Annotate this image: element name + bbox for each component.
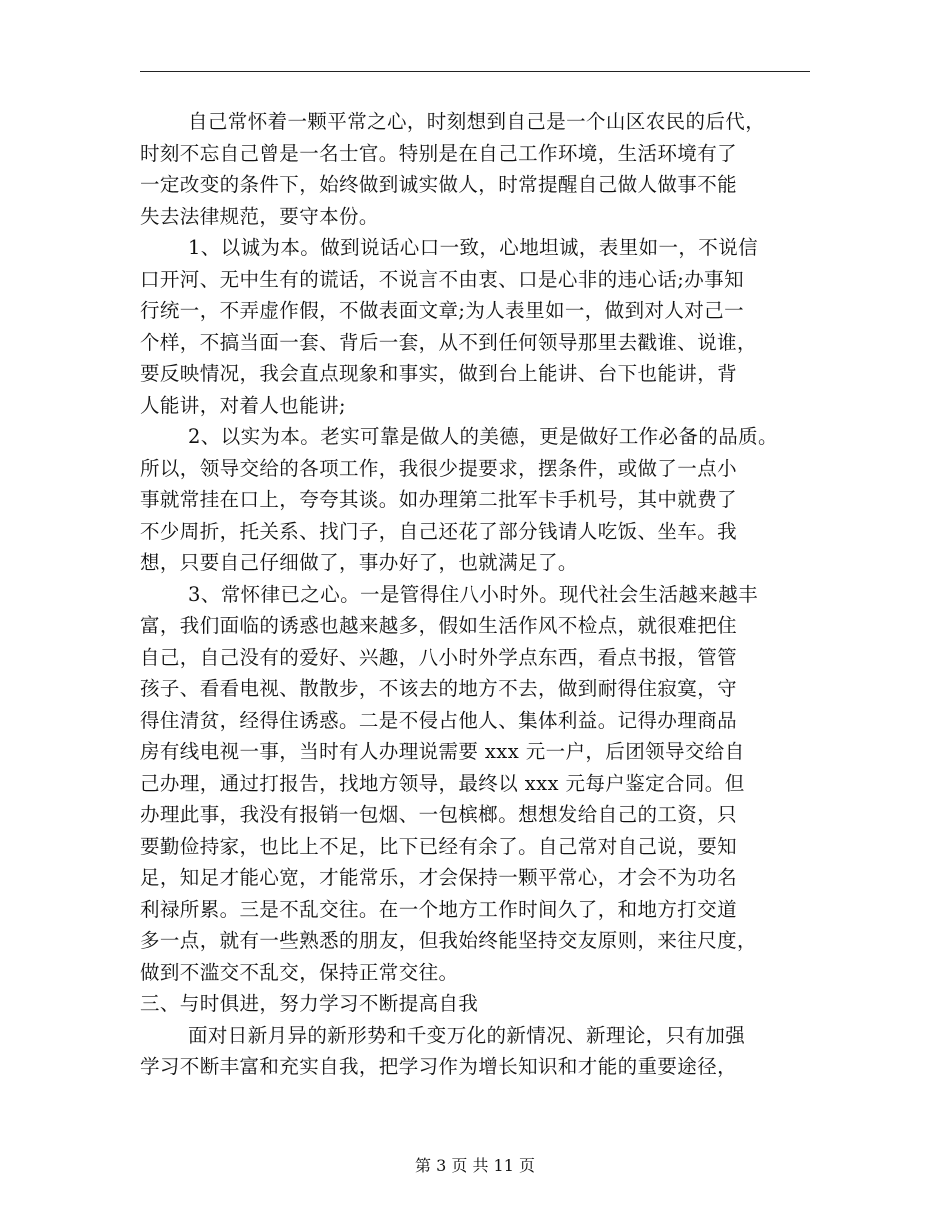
text-line: 不少周折，托关系、找门子，自己还花了部分钱请人吃饭、坐车。我 — [140, 519, 738, 543]
text-line: 利禄所累。三是不乱交往。在一个地方工作时间久了，和地方打交道 — [140, 897, 738, 921]
page-footer: 第 3 页 共 11 页 — [415, 1156, 535, 1175]
text-line: 足，知足才能心宽，才能常乐，才会保持一颗平常心，才会不为功名 — [140, 866, 738, 889]
text-line: 失去法律规范，要守本份。 — [140, 204, 379, 228]
text-line: 行统一，不弄虚作假，不做表面文章;为人表里如一，做到对人对己一 — [140, 299, 744, 322]
text-line: 房有线电视一事，当时有人办理说需要 xxx 元一户，后团领导交给自 — [140, 740, 745, 763]
header-rule — [140, 71, 810, 72]
text-line: 时刻不忘自己曾是一名士官。特别是在自己工作环境，生活环境有了 — [140, 141, 738, 165]
text-line: 想，只要自己仔细做了，事办好了，也就满足了。 — [140, 551, 578, 574]
text-line: 1、以诚为本。做到说话心口一致，心地坦诚，表里如一，不说信 — [188, 236, 759, 259]
text-line: 做到不滥交不乱交，保持正常交往。 — [140, 960, 459, 984]
text-line: 得住清贫，经得住诱惑。二是不侵占他人、集体利益。记得办理商品 — [140, 708, 738, 732]
text-line: 富，我们面临的诱惑也越来越多，假如生活作风不检点，就很难把住 — [140, 614, 738, 637]
text-line: 3、常怀律已之心。一是管得住八小时外。现代社会生活越来越丰 — [188, 582, 759, 606]
text-line: 自己，自己没有的爱好、兴趣，八小时外学点东西，看点书报，管管 — [140, 645, 738, 669]
text-line: 面对日新月异的新形势和千变万化的新情况、新理论，只有加强 — [188, 1023, 746, 1047]
text-line: 要反映情况，我会直点现象和事实，做到台上能讲、台下也能讲，背 — [140, 362, 738, 385]
text-line: 办理此事，我没有报销一包烟、一包槟榔。想想发给自己的工资，只 — [140, 803, 738, 826]
text-line: 所以，领导交给的各项工作，我很少提要求，摆条件，或做了一点小 — [140, 456, 738, 480]
text-line: 要勤俭持家，也比上不足，比下已经有余了。自己常对自己说，要知 — [140, 834, 738, 858]
text-line: 多一点，就有一些熟悉的朋友，但我始终能坚持交友原则，来往尺度， — [140, 929, 757, 952]
text-line: 人能讲，对着人也能讲; — [140, 393, 346, 417]
text-line: 2、以实为本。老实可靠是做人的美德，更是做好工作必备的品质。 — [188, 425, 778, 448]
text-line: 个样，不搞当面一套、背后一套，从不到任何领导那里去戳谁、说谁， — [140, 330, 757, 354]
text-line: 三、与时俱进，努力学习不断提高自我 — [140, 992, 479, 1015]
text-line: 自己常怀着一颗平常之心，时刻想到自己是一个山区农民的后代， — [188, 110, 766, 133]
text-line: 孩子、看看电视、散散步，不该去的地方不去，做到耐得住寂寞，守 — [140, 677, 738, 700]
text-line: 己办理，通过打报告，找地方领导，最终以 xxx 元每户鉴定合同。但 — [140, 771, 745, 795]
text-line: 学习不断丰富和充实自我，把学习作为增长知识和才能的重要途径， — [140, 1055, 738, 1078]
text-line: 事就常挂在口上，夸夸其谈。如办理第二批军卡手机号，其中就费了 — [140, 488, 738, 511]
text-line: 一定改变的条件下，始终做到诚实做人，时常提醒自己做人做事不能 — [140, 173, 738, 196]
document-body — [140, 106, 830, 1083]
text-line: 口开河、无中生有的谎话，不说言不由衷、口是心非的违心话;办事知 — [140, 267, 744, 291]
